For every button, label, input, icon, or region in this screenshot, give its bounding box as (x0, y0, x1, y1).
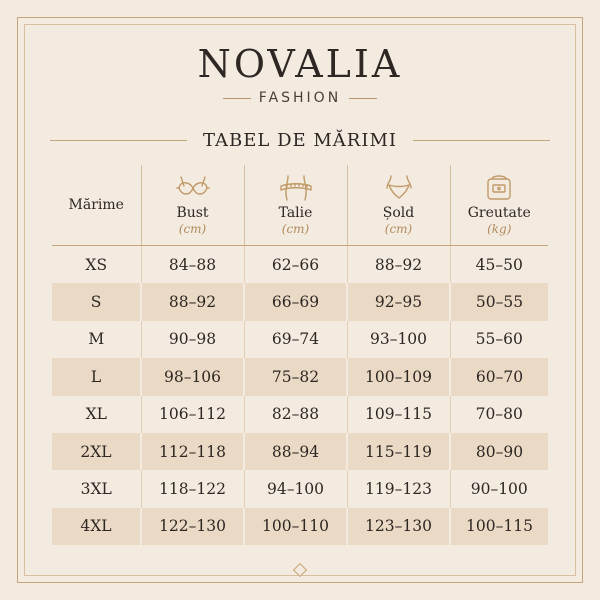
header-weight (450, 165, 548, 246)
header-size (52, 165, 141, 246)
hip-cell: 100–109 (347, 358, 450, 395)
bust-cell: 84–88 (141, 246, 244, 284)
size-cell: L (52, 358, 141, 395)
hip-cell: 115–119 (347, 433, 450, 470)
weight-cell: 55–60 (450, 321, 548, 358)
weight-cell: 90–100 (450, 470, 548, 507)
table-row (52, 470, 548, 507)
weight-cell: 50–55 (450, 283, 548, 320)
weight-cell: 80–90 (450, 433, 548, 470)
subtitle-right-rule (349, 98, 377, 99)
bust-cell: 112–118 (141, 433, 244, 470)
bust-cell: 88–92 (141, 283, 244, 320)
waist-cell: 69–74 (244, 321, 347, 358)
header-bust (141, 165, 244, 246)
waist-cell: 82–88 (244, 396, 347, 433)
header-hip-label: Șold (382, 204, 415, 221)
header-bust-unit: (cm) (178, 221, 207, 236)
table-row (52, 396, 548, 433)
table-row (52, 508, 548, 545)
table-header-row (52, 165, 548, 246)
hip-cell: 88–92 (347, 246, 450, 284)
header-weight-label: Greutate (467, 204, 531, 221)
size-cell: M (88, 330, 105, 349)
brand-subtitle-row (0, 89, 600, 107)
header-waist (244, 165, 347, 246)
table-row (52, 433, 548, 470)
brand-name: NOVALIA (197, 42, 403, 86)
weight-cell: 100–115 (450, 508, 548, 545)
weight-cell: 60–70 (450, 358, 548, 395)
header-weight-unit: (kg) (487, 221, 512, 236)
bust-cell: 118–122 (141, 470, 244, 507)
size-chart-table (52, 165, 548, 545)
waist-cell: 66–69 (244, 283, 347, 320)
header-hip (347, 165, 450, 246)
hip-cell: 119–123 (347, 470, 450, 507)
bra-icon (142, 174, 244, 202)
subtitle-left-rule (223, 98, 251, 99)
bust-cell: 122–130 (141, 508, 244, 545)
header-bust-label: Bust (176, 204, 209, 221)
underwear-icon (348, 174, 450, 202)
header-hip-unit: (cm) (384, 221, 413, 236)
hip-cell: 93–100 (347, 321, 450, 358)
waist-cell: 94–100 (244, 470, 347, 507)
table-row (52, 283, 548, 320)
size-cell: 2XL (52, 433, 141, 470)
size-cell: 4XL (52, 508, 141, 545)
table-row (52, 321, 548, 358)
table-row (52, 246, 548, 284)
bust-cell: 98–106 (141, 358, 244, 395)
size-cell: XL (85, 405, 107, 424)
bust-cell: 90–98 (141, 321, 244, 358)
weight-cell: 70–80 (450, 396, 548, 433)
title-left-rule (50, 140, 187, 141)
hip-cell: 92–95 (347, 283, 450, 320)
size-cell: XS (85, 255, 108, 274)
size-cell: S (52, 283, 141, 320)
title-row (50, 128, 550, 152)
title-right-rule (413, 140, 550, 141)
header-size-label: Mărime (68, 196, 124, 213)
bust-cell: 106–112 (141, 396, 244, 433)
header-waist-unit: (cm) (281, 221, 310, 236)
header-waist-label: Talie (278, 204, 313, 221)
waist-cell: 88–94 (244, 433, 347, 470)
size-cell: 3XL (80, 480, 112, 499)
hip-cell: 109–115 (347, 396, 450, 433)
waist-cell: 100–110 (244, 508, 347, 545)
page-title: TABEL DE MĂRIMI (203, 129, 397, 151)
table-row (52, 358, 548, 395)
hip-cell: 123–130 (347, 508, 450, 545)
waist-cell: 62–66 (244, 246, 347, 284)
weight-cell: 45–50 (450, 246, 548, 284)
waist-cell: 75–82 (244, 358, 347, 395)
brand-subtitle: FASHION (258, 90, 342, 106)
measuring-tape-icon (245, 174, 347, 202)
scale-icon (451, 174, 549, 202)
